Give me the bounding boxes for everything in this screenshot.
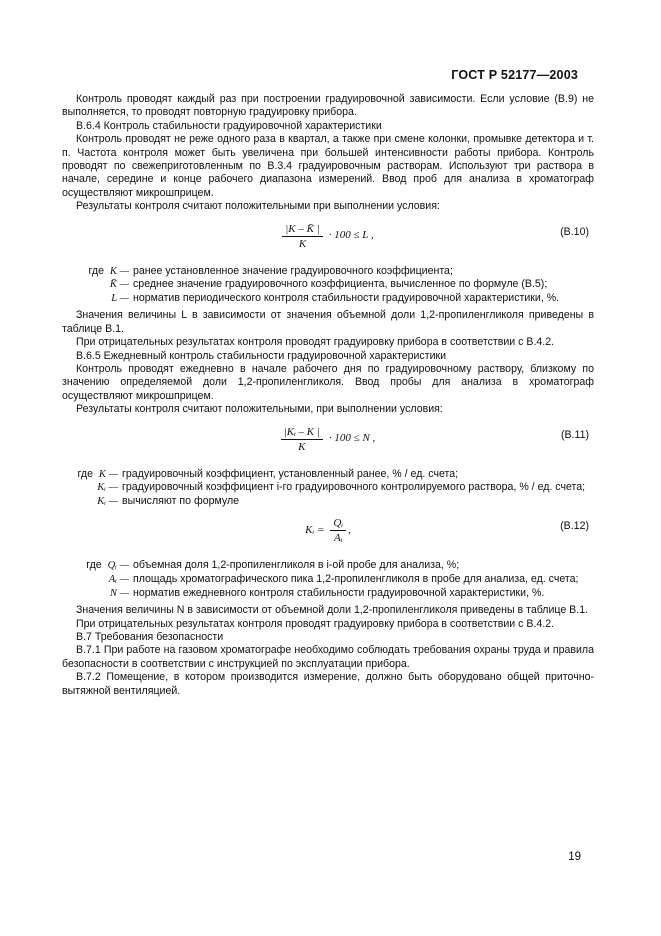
formula-denominator: K <box>298 237 307 250</box>
equation-number: (В.11) <box>560 428 589 441</box>
paragraph: В.7.1 При работе на газовом хроматографе необходимо соблюдать требования охраны труда и правила безопасности в соответствии с инструкцией по эксплуатации прибора. <box>62 644 594 670</box>
definition-text: норматив ежедневного контроля стабильности градуировочной характеристики, %. <box>133 586 545 599</box>
page-number: 19 <box>568 851 581 863</box>
paragraph: Контроль проводят не реже одного раза в квартал, а также при смене колонки, промывке детектора и т. п. Частота контроля может быть увеличена при большей интенсивности работы прибора. Контроль проводят по свежеприготовленным по В.3.4 градуировочным растворам. Используют три раствора в начале, середине и конце рабочего диапазона измерений. Ввод проб для анализа в хроматограф осуществляют микрошприцем. <box>62 133 594 199</box>
section-heading: В.6.5 Ежедневный контроль стабильности градуировочной характеристики <box>76 349 447 362</box>
equation-number: (В.12) <box>560 520 589 533</box>
definition-text: объемная доля 1,2-пропиленгликоля в i-ой пробе для анализа, %; <box>133 559 460 572</box>
definition-symbol: L — <box>111 292 129 304</box>
formula-tail: · 100 ≤ N , <box>328 432 376 445</box>
definition-text: вычисляют по формуле <box>122 494 240 507</box>
paragraph: При отрицательных результатах контроля проводят градуировку прибора в соответствии с В.4.2. <box>76 617 555 630</box>
formula-fraction <box>281 425 323 454</box>
definition-symbol: где K — <box>88 264 129 277</box>
formula-numerator: |Kᵢ – K | <box>281 425 323 440</box>
definition-text: градуировочный коэффициент, установленный ранее, % / ед. счета; <box>122 467 459 480</box>
definition-symbol: Kᵢ — <box>97 482 118 494</box>
definition-symbol: где K — <box>77 467 118 480</box>
definition-row <box>62 468 594 482</box>
section-heading: В.6.4 Контроль стабильности градуировочной характеристики <box>76 119 382 132</box>
formula-tail: · 100 ≤ L , <box>328 229 374 242</box>
definition-symbol: где Qᵢ — <box>86 559 129 572</box>
definition-row <box>62 292 594 306</box>
definition-row <box>62 573 594 587</box>
paragraph: Контроль проводят ежедневно в начале рабочего дня по градуировочному раствору, близкому по значению определяемой доли 1,2-пропиленгликоля. Ввод пробы для анализа в хроматограф осуществляют микрошприцем. <box>62 363 594 402</box>
paragraph: В.7.2 Помещение, в котором производится измерение, должно быть оборудовано общей приточно-вытяжной вентиляцией. <box>62 671 594 697</box>
paragraph: Значения величины L в зависимости от значения объемной доли 1,2-пропиленгликоля приведены в таблице В.1. <box>62 309 594 335</box>
paragraph: Результаты контроля считают положительными при выполнении условия: <box>76 200 440 213</box>
document-header: ГОСТ Р 52177—2003 <box>451 68 578 82</box>
definition-symbol: Kᵢ — <box>97 495 118 507</box>
definitions-list <box>62 265 594 306</box>
definition-text: среднее значение градуировочного коэффициента, вычисленное по формуле (В.5); <box>133 278 548 291</box>
definition-row <box>62 559 594 573</box>
formula-fraction <box>330 516 346 545</box>
definition-row <box>62 481 594 495</box>
section-heading: В.7 Требования безопасности <box>76 631 224 644</box>
definition-row <box>62 495 594 509</box>
definition-symbol: Aᵢ — <box>108 574 129 586</box>
document-body <box>62 93 594 698</box>
formula-tail: , <box>348 524 351 537</box>
equation-number: (В.10) <box>560 225 589 238</box>
formula-b10 <box>62 220 594 260</box>
paragraph: Контроль проводят каждый раз при построении градуировочной зависимости. Если условие (В.9) не выполняется, то проводят повторную градуировку прибора. <box>62 93 594 119</box>
definitions-list <box>62 559 594 600</box>
formula-b11 <box>62 423 594 463</box>
definition-text: норматив периодического контроля стабильности градуировочной характеристики, %. <box>133 291 560 304</box>
formula-fraction <box>282 222 322 251</box>
definition-row <box>62 587 594 601</box>
paragraph: При отрицательных результатах контроля проводят градуировку прибора в соответствии с В.4.2. <box>76 336 555 349</box>
formula-numerator: |K – K̄ | <box>282 222 322 237</box>
definition-symbol: K̄ — <box>109 279 129 291</box>
paragraph: Значения величины N в зависимости от объемной доли 1,2-пропиленгликоля приведены в таблице В.1. <box>76 604 589 617</box>
definition-text: площадь хроматографического пика 1,2-пропиленгликоля в пробе для анализа, ед. счета; <box>133 573 579 586</box>
formula-b12 <box>62 514 594 554</box>
definition-symbol: N — <box>109 587 129 599</box>
definitions-list <box>62 468 594 509</box>
definition-text: ранее установленное значение градуировочного коэффициента; <box>133 264 453 277</box>
definition-row <box>62 278 594 292</box>
formula-numerator: Qᵢ <box>330 516 346 531</box>
definition-text: градуировочный коэффициент i-го градуировочного контролируемого раствора, % / ед. счета; <box>122 481 586 494</box>
formula-denominator: Aᵢ <box>334 532 343 545</box>
formula-lhs: Kᵢ = <box>305 524 325 537</box>
formula-denominator: K <box>298 440 306 453</box>
paragraph: Результаты контроля считают положительными, при выполнении условия: <box>76 403 443 416</box>
definition-row <box>62 265 594 279</box>
